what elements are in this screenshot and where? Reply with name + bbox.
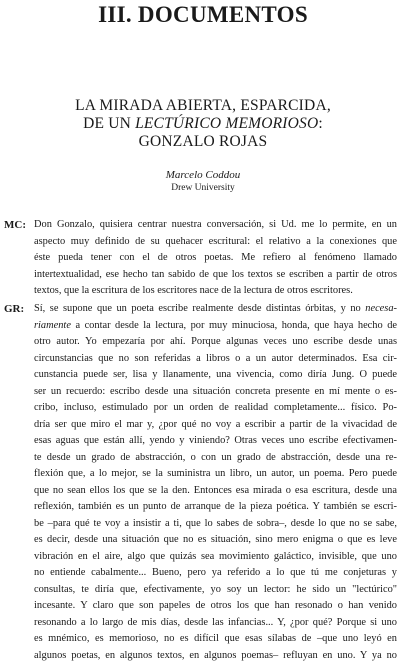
text-line: algunos poetas, en algunos textos, en algunos poemas– refluyan en uno. Y ya no bbox=[34, 648, 397, 664]
text-line: te desde un grado de abstracción, o con un grado de abstracción, desde una re- bbox=[34, 450, 397, 467]
text-line: vibración en el aire, algo que quizás sea movimiento galáctico, invisible, que uno bbox=[34, 549, 397, 566]
section-heading: III. DOCUMENTOS bbox=[0, 2, 406, 28]
text-line: riamente a contar desde la lectura, por muy minuciosa, honda, que haya hecho de bbox=[34, 318, 397, 335]
text-line: otro autor. Yo empezaría por ahí. Porque algunas veces uno escribe desde unas bbox=[34, 334, 397, 351]
text-line: aspecto muy definido de su quehacer escritural: el relativo a la conexiones que bbox=[34, 234, 397, 251]
text-line: éste pueda tener con el de otros poetas. Me refiero al fenómeno llamado bbox=[34, 250, 397, 267]
text-line: intertextualidad, ese hecho tan sabido de que los textos se escriben a partir de otros bbox=[34, 267, 397, 284]
dialogue-text bbox=[34, 301, 397, 664]
text-line: dría ser que miro el mar y, ¿por qué no voy a escribir a partir de la vivacidad de bbox=[34, 417, 397, 434]
text-line: Sí, se supone que un poeta escribe realmente desde distintas órbitas, y no necesa- bbox=[34, 301, 397, 318]
text-line: cunstancia puede ser, lisa y llanamente, una vivencia, como diría Jung. O puede bbox=[34, 367, 397, 384]
text-line: reflexión, también es un punto de arranque de la pieza poética. Y también se escri- bbox=[34, 499, 397, 516]
text-line: esas aguas que están allí, yendo y viniendo? Otras veces uno escribe efectivamen- bbox=[34, 433, 397, 450]
text-line: es mnémico, es memorioso, no es difícil que esas sílabas de –que uno leyó en bbox=[34, 631, 397, 648]
text-line: flexión que, a lo mejor, se la suministra un libro, un autor, un poema. Pero puede bbox=[34, 466, 397, 483]
text-line: be –para qué te voy a insistir a ti, que lo sabes de sobra–, desde lo que no se sabe, bbox=[34, 516, 397, 533]
article-title bbox=[0, 97, 406, 151]
text-line: resonando a lo largo de mis días, desde las infancias... Y, ¿por qué? Porque si uno bbox=[34, 615, 397, 632]
text-line: es decir, desde una situación que no es situación, sino mero enigma o que es leve bbox=[34, 532, 397, 549]
author-name: Marcelo Coddou bbox=[0, 169, 406, 181]
text-line: que no sean ellos los que se la den. Entonces esa mirada o esa escritura, desde una bbox=[34, 483, 397, 500]
text-line: textos, que la escritura de los escritores nace de la lectura de otros escritores. bbox=[34, 283, 397, 300]
text-line: ser un recuerdo: escribo desde una situación concreta presente en mí mente o es- bbox=[34, 384, 397, 401]
author-affiliation: Drew University bbox=[0, 183, 406, 193]
speaker-label: GR: bbox=[4, 301, 24, 318]
dialogue-text bbox=[34, 217, 397, 300]
speaker-label: MC: bbox=[4, 217, 26, 234]
text-line: circunstancias que no son referidas a libros o a un autor determinados. Esa cir- bbox=[34, 351, 397, 368]
text-line: no entiende cabalmente... Bueno, pero ya referido a lo que tú me conjeturas y bbox=[34, 565, 397, 582]
text-line: Don Gonzalo, quisiera centrar nuestra conversación, si Ud. me lo permite, en un bbox=[34, 217, 397, 234]
title-line-1: LA MIRADA ABIERTA, ESPARCIDA, bbox=[0, 97, 406, 115]
title-line-2: DE UN LECTÚRICO MEMORIOSO: bbox=[0, 115, 406, 133]
text-line: consultas, te diría que, efectivamente, yo soy un lector: he sido un "lectúrico" bbox=[34, 582, 397, 599]
text-line: cribo, incluso, estimulado por un orden de realidad completamente... físico. Po- bbox=[34, 400, 397, 417]
text-line: incesante. Y claro que son papeles de otros los que han resonado o han venido bbox=[34, 598, 397, 615]
title-line-3: GONZALO ROJAS bbox=[0, 133, 406, 151]
